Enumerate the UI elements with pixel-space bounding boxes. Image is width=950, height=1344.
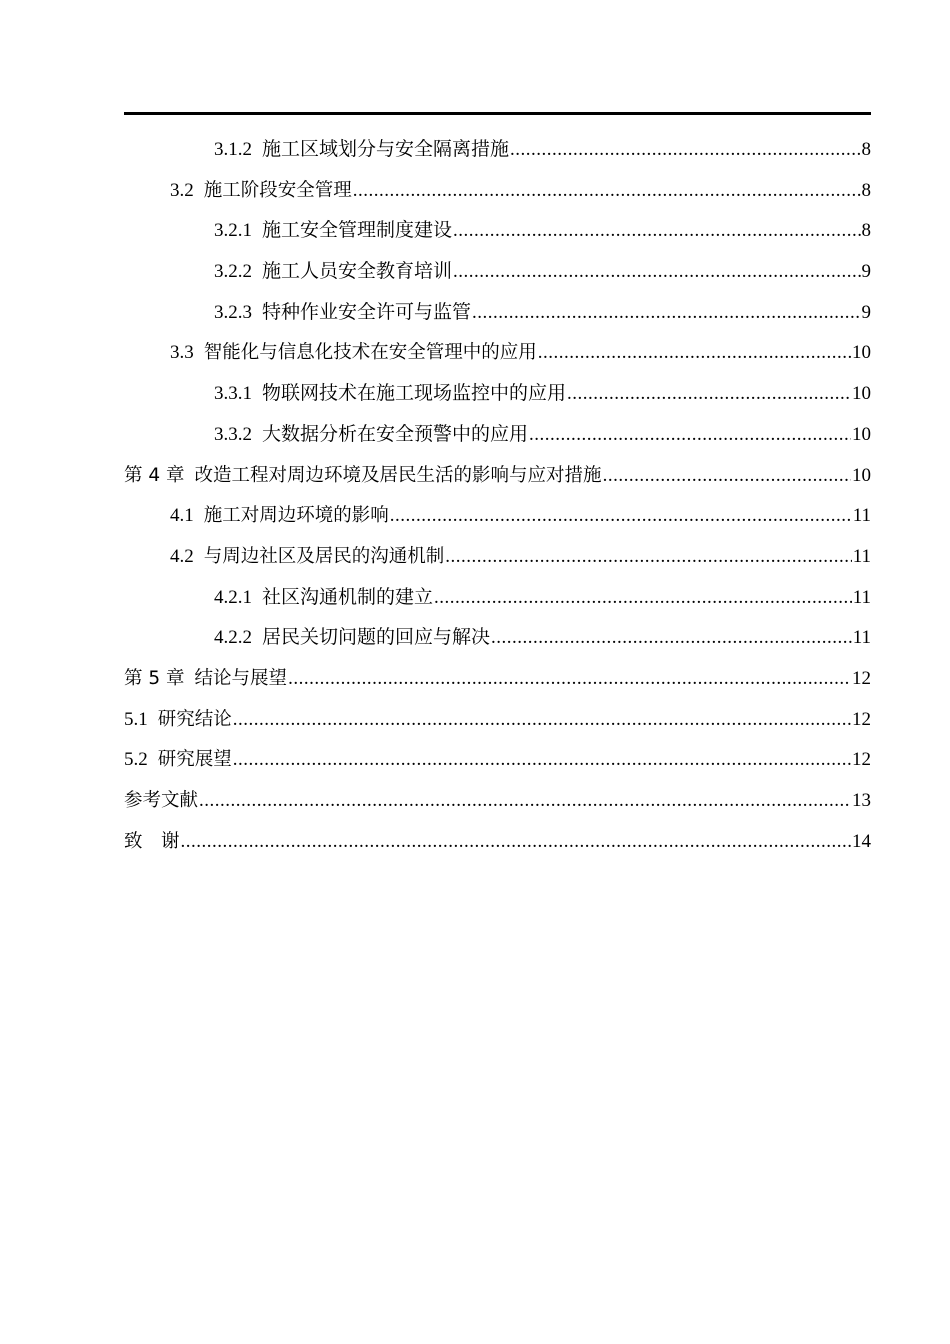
- toc-leader-dots: [472, 293, 860, 334]
- toc-leader-dots: [538, 333, 851, 374]
- toc-leader-dots: [199, 781, 851, 822]
- toc-entry[interactable]: [124, 659, 871, 700]
- toc-entry-title: 物联网技术在施工现场监控中的应用: [262, 383, 567, 405]
- toc-leader-dots: [510, 130, 860, 171]
- toc-entry-title: 改造工程对周边环境及居民生活的影响与应对措施: [194, 464, 602, 486]
- toc-leader-dots: [434, 578, 852, 619]
- toc-entry-title: 与周边社区及居民的沟通机制: [203, 545, 445, 567]
- toc-entry-page: 10: [852, 423, 871, 445]
- toc-leader-dots: [353, 171, 861, 212]
- toc-entry-number: 5.2: [124, 749, 148, 771]
- toc-entry-page: 12: [852, 667, 871, 689]
- toc-entry[interactable]: [124, 781, 871, 822]
- toc-entry-page: 8: [861, 179, 871, 201]
- toc-leader-dots: [181, 822, 851, 863]
- toc-entry-title: 智能化与信息化技术在安全管理中的应用: [203, 342, 537, 364]
- toc-entry-page: 11: [852, 627, 871, 649]
- toc-entry-number: 第 5 章: [124, 667, 185, 689]
- toc-entry-number: 3.3.1: [214, 383, 252, 405]
- toc-entry[interactable]: [124, 171, 871, 212]
- toc-entry-number: 3.3.2: [214, 423, 252, 445]
- toc-entry-page: 8: [861, 220, 871, 242]
- toc-entry-page: 9: [861, 261, 871, 283]
- toc-leader-dots: [529, 415, 851, 456]
- toc-leader-dots: [288, 659, 851, 700]
- toc-entry[interactable]: [124, 618, 871, 659]
- toc-entry[interactable]: [124, 537, 871, 578]
- toc-leader-dots: [453, 211, 860, 252]
- toc-entry-number: 4.1: [170, 505, 194, 527]
- toc-entry-page: 9: [861, 301, 871, 323]
- toc-entry-page: 10: [852, 383, 871, 405]
- toc-entry-page: 14: [852, 830, 871, 852]
- toc-leader-dots: [233, 700, 851, 741]
- toc-entry-title: 施工对周边环境的影响: [203, 505, 389, 527]
- toc-entry-page: 10: [852, 342, 871, 364]
- toc-entry-title: 大数据分析在安全预警中的应用: [262, 423, 529, 445]
- toc-entry[interactable]: [124, 293, 871, 334]
- toc-entry-title: 施工阶段安全管理: [203, 179, 352, 201]
- toc-entry-page: 12: [852, 708, 871, 730]
- toc-entry-title: 结论与展望: [194, 667, 288, 689]
- toc-entry-title: 参考文献: [124, 790, 199, 811]
- toc-entry-number: 3.2.3: [214, 301, 252, 323]
- toc-leader-dots: [390, 496, 852, 537]
- toc-entry[interactable]: [124, 822, 871, 863]
- toc-leader-dots: [453, 252, 860, 293]
- toc-entry-title: 施工安全管理制度建设: [262, 220, 453, 242]
- table-of-contents: [124, 130, 871, 862]
- toc-entry-page: 8: [861, 139, 871, 160]
- toc-entry-title: 居民关切问题的回应与解决: [262, 627, 491, 649]
- toc-entry-title: 施工人员安全教育培训: [262, 261, 453, 283]
- toc-entry-title: 研究结论: [157, 708, 232, 730]
- toc-entry-number: 3.1.2: [214, 139, 252, 160]
- toc-entry-number: 4.2.1: [214, 586, 252, 608]
- toc-leader-dots: [567, 374, 851, 415]
- toc-leader-dots: [491, 618, 852, 659]
- toc-entry-page: 11: [852, 586, 871, 608]
- toc-entry-number: 3.2: [170, 179, 194, 201]
- toc-leader-dots: [603, 456, 851, 497]
- toc-entry-number: 第 4 章: [124, 464, 185, 486]
- toc-entry-page: 10: [852, 464, 871, 486]
- toc-entry-title: 研究展望: [157, 749, 232, 771]
- toc-entry-number: 3.2.1: [214, 220, 252, 242]
- toc-entry[interactable]: [124, 740, 871, 781]
- toc-entry-number: 4.2: [170, 545, 194, 567]
- toc-entry-title: 施工区域划分与安全隔离措施: [262, 139, 510, 160]
- toc-entry[interactable]: [124, 130, 871, 171]
- toc-entry[interactable]: [124, 456, 871, 497]
- toc-entry-page: 11: [852, 505, 871, 527]
- toc-entry[interactable]: [124, 211, 871, 252]
- toc-entry-number: 3.2.2: [214, 261, 252, 283]
- toc-entry[interactable]: [124, 700, 871, 741]
- toc-entry[interactable]: [124, 374, 871, 415]
- toc-entry-number: 5.1: [124, 708, 148, 730]
- toc-entry[interactable]: [124, 333, 871, 374]
- toc-entry-number: 4.2.2: [214, 627, 252, 649]
- toc-entry[interactable]: [124, 252, 871, 293]
- toc-entry[interactable]: [124, 578, 871, 619]
- toc-entry-title: 致 谢: [124, 830, 180, 852]
- toc-leader-dots: [233, 740, 851, 781]
- toc-entry-page: 11: [852, 545, 871, 567]
- toc-entry-title: 社区沟通机制的建立: [262, 586, 434, 608]
- toc-leader-dots: [445, 537, 851, 578]
- toc-entry-title: 特种作业安全许可与监管: [262, 301, 472, 323]
- toc-entry-number: 3.3: [170, 342, 194, 364]
- header-rule: [124, 112, 871, 115]
- toc-entry[interactable]: [124, 496, 871, 537]
- toc-entry-page: 13: [852, 790, 871, 811]
- toc-entry[interactable]: [124, 415, 871, 456]
- toc-entry-page: 12: [852, 749, 871, 771]
